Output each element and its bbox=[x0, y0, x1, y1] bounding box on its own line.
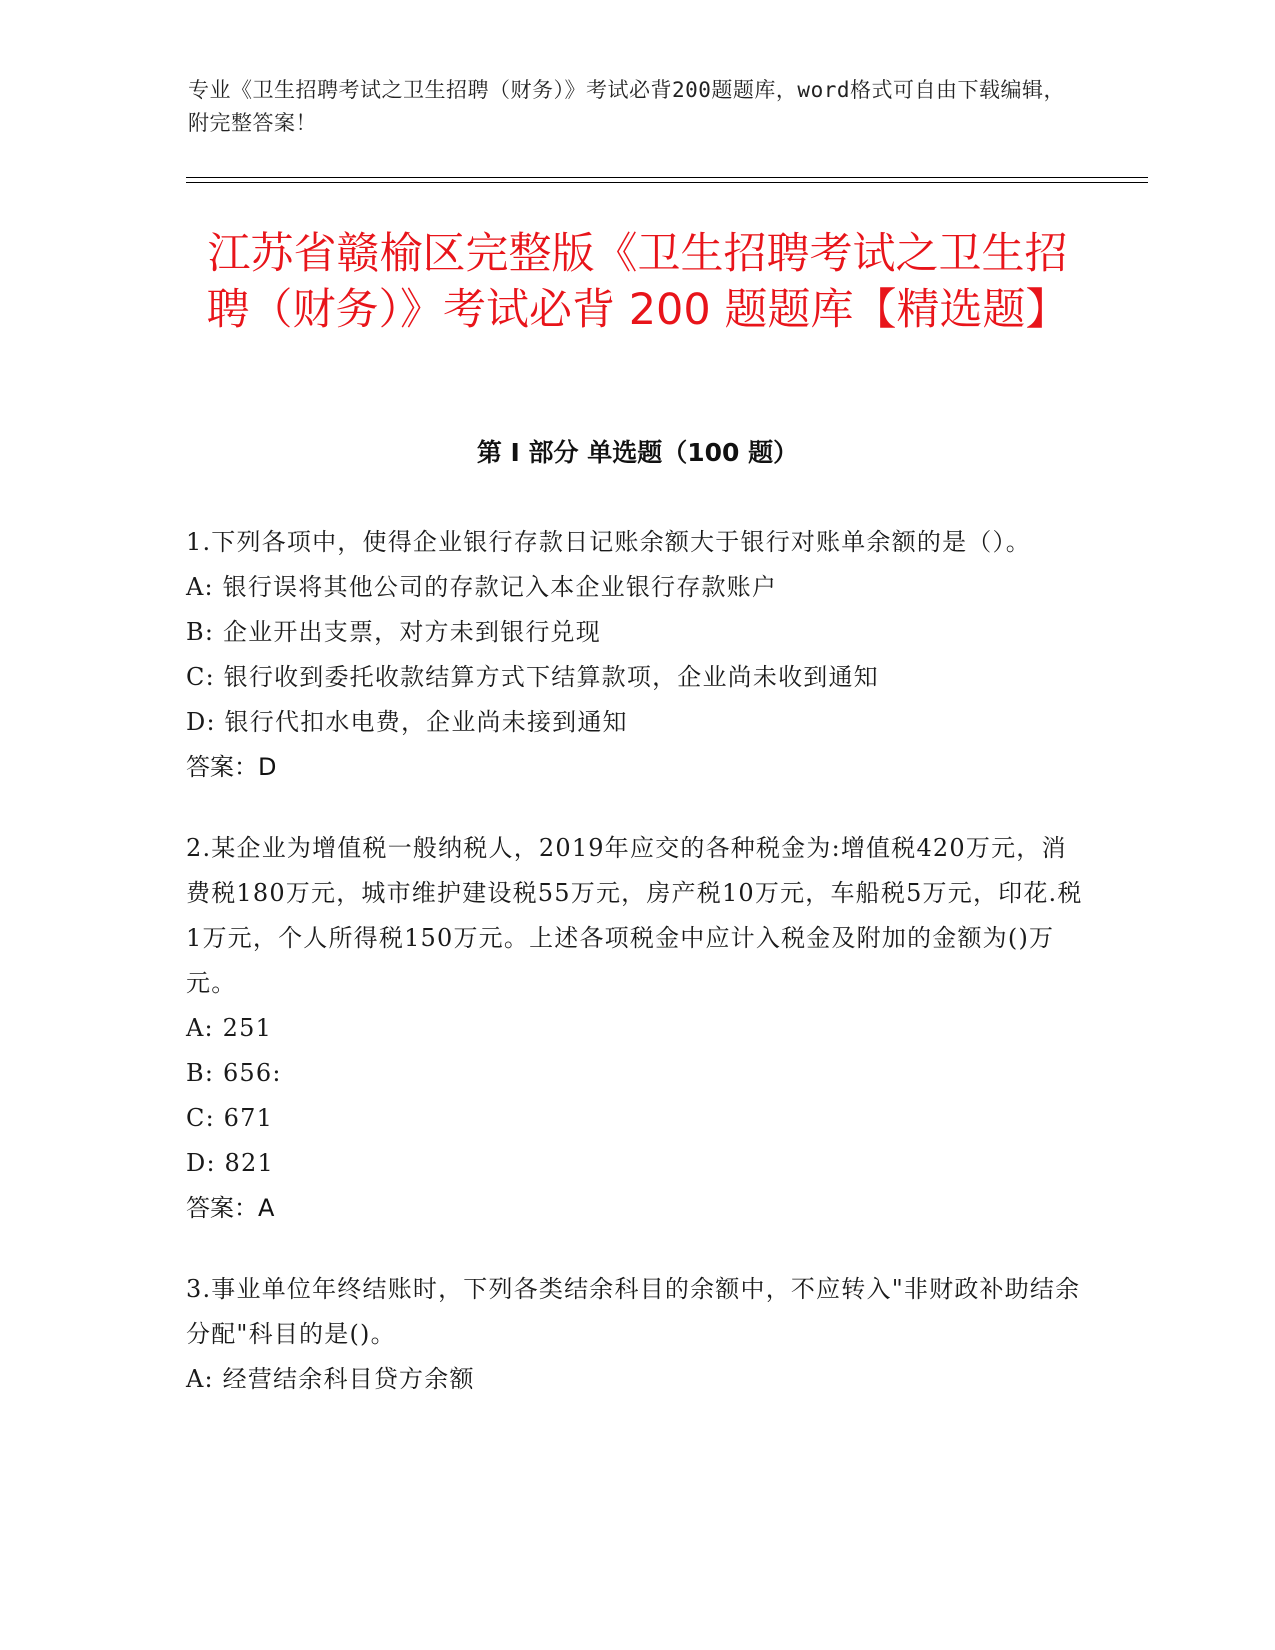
option-d: D: 821 bbox=[186, 1149, 274, 1177]
question-2 bbox=[186, 826, 1091, 1231]
option-a: A: 251 bbox=[186, 1014, 273, 1042]
option-c: C: 银行收到委托收款结算方式下结算款项，企业尚未收到通知 bbox=[186, 663, 879, 691]
answer-text: 答案：D bbox=[186, 753, 277, 781]
question-stem: 2.某企业为增值税一般纳税人，2019年应交的各种税金为:增值税420万元，消费税180万元，城市维护建设税55万元，房产税10万元，车船税5万元，印花.税1万元，个人所得税150万元。上述各项税金中应计入税金及附加的金额为()万元。 bbox=[186, 834, 1083, 997]
header-divider-bottom bbox=[186, 182, 1148, 183]
option-b: B: 656: bbox=[186, 1059, 282, 1087]
header-note: 专业《卫生招聘考试之卫生招聘（财务）》考试必背200题题库，word格式可自由下载编辑，附完整答案！ bbox=[188, 78, 1065, 135]
question-list bbox=[186, 520, 1091, 1438]
option-d: D: 银行代扣水电费，企业尚未接到通知 bbox=[186, 708, 628, 736]
question-stem: 3.事业单位年终结账时，下列各类结余科目的余额中，不应转入"非财政补助结余分配"科目的是()。 bbox=[186, 1275, 1081, 1348]
question-3 bbox=[186, 1267, 1091, 1402]
question-stem: 1.下列各项中，使得企业银行存款日记账余额大于银行对账单余额的是（）。 bbox=[186, 528, 1031, 556]
document-title: 江苏省赣榆区完整版《卫生招聘考试之卫生招聘（财务）》考试必背 200 题题库【精选题】 bbox=[206, 229, 1069, 335]
option-c: C: 671 bbox=[186, 1104, 274, 1132]
question-1 bbox=[186, 520, 1091, 790]
answer-text: 答案：A bbox=[186, 1194, 275, 1222]
option-b: B: 企业开出支票，对方未到银行兑现 bbox=[186, 618, 601, 646]
option-a: A: 银行误将其他公司的存款记入本企业银行存款账户 bbox=[186, 573, 778, 601]
option-a: A: 经营结余科目贷方余额 bbox=[186, 1365, 475, 1393]
section-title: 第 I 部分 单选题（100 题） bbox=[476, 438, 799, 467]
header-divider-top bbox=[186, 177, 1148, 178]
